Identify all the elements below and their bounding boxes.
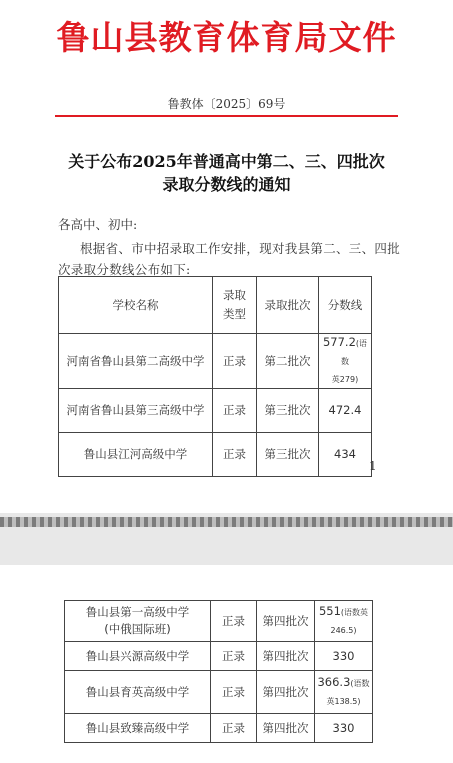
issuing-office-title: 鲁山县教育体育局文件 — [56, 18, 397, 57]
table-row — [65, 642, 373, 671]
table-row — [65, 671, 373, 714]
admission-batch: 第四批次 — [257, 642, 315, 671]
admission-batch: 第四批次 — [257, 671, 315, 714]
table-header-row — [59, 277, 372, 334]
score-value: 330 — [315, 642, 373, 671]
score-note-part-2: 246.5) — [330, 626, 357, 635]
score-value: 434 — [319, 433, 372, 477]
school-name: 河南省鲁山县第二高级中学 — [59, 334, 213, 389]
admission-type: 正录 — [211, 714, 257, 743]
score-value: 472.4 — [319, 389, 372, 433]
admission-type: 正录 — [213, 334, 257, 389]
score-note-part-1: (语数 — [341, 339, 368, 366]
table-row — [65, 601, 373, 642]
red-divider-line — [55, 115, 398, 117]
admission-batch: 第三批次 — [257, 433, 319, 477]
page-edge-strip — [0, 517, 453, 527]
notice-title — [0, 150, 453, 196]
header-score-line: 分数线 — [319, 277, 372, 334]
school-name: 河南省鲁山县第三高级中学 — [59, 389, 213, 433]
admission-type: 正录 — [211, 601, 257, 642]
school-name: 鲁山县江河高级中学 — [59, 433, 213, 477]
score-cell — [319, 334, 372, 389]
admission-type: 正录 — [211, 642, 257, 671]
admission-type: 正录 — [211, 671, 257, 714]
admission-batch: 第二批次 — [257, 334, 319, 389]
table-row — [59, 433, 372, 477]
salutation: 各高中、初中: — [58, 217, 138, 232]
school-name-line-1: 鲁山县第一高级中学 — [85, 605, 190, 619]
score-value: 366.3 — [317, 675, 351, 689]
score-note-part-1: (语数英 — [340, 608, 369, 617]
header-admission-batch: 录取批次 — [257, 277, 319, 334]
school-name — [65, 601, 211, 642]
notice-title-line-2: 录取分数线的通知 — [162, 175, 291, 194]
admission-batch: 第四批次 — [257, 601, 315, 642]
table-row — [59, 334, 372, 389]
document-number: 鲁教体〔2025〕69号 — [167, 97, 286, 111]
school-name: 鲁山县致臻高级中学 — [65, 714, 211, 743]
score-cell — [315, 671, 373, 714]
table-row — [59, 389, 372, 433]
notice-title-line-1: 关于公布2025年普通高中第二、三、四批次 — [68, 152, 385, 171]
score-cell — [315, 601, 373, 642]
page-separator — [0, 513, 453, 565]
admission-batch: 第四批次 — [257, 714, 315, 743]
score-note-part-1: (语数 — [350, 679, 370, 688]
score-value: 551 — [318, 604, 341, 618]
page-number: 1 — [369, 459, 377, 473]
score-value: 577.2 — [322, 335, 356, 349]
body-paragraph: 根据省、市中招录取工作安排，现对我县第二、三、四批次录取分数线公布如下: — [58, 241, 401, 277]
header-school-name: 学校名称 — [59, 277, 213, 334]
admission-type: 正录 — [213, 389, 257, 433]
score-table-page-2 — [64, 600, 373, 743]
score-value: 330 — [315, 714, 373, 743]
header-admission-type: 录取类型 — [213, 277, 257, 334]
admission-type: 正录 — [213, 433, 257, 477]
admission-batch: 第三批次 — [257, 389, 319, 433]
score-note-part-2: 英138.5) — [326, 697, 361, 706]
school-name-line-2: (中俄国际班) — [104, 622, 171, 636]
score-note-part-2: 英279) — [331, 375, 359, 384]
table-row — [65, 714, 373, 743]
score-table-page-1 — [58, 276, 372, 477]
school-name: 鲁山县兴源高级中学 — [65, 642, 211, 671]
school-name: 鲁山县育英高级中学 — [65, 671, 211, 714]
